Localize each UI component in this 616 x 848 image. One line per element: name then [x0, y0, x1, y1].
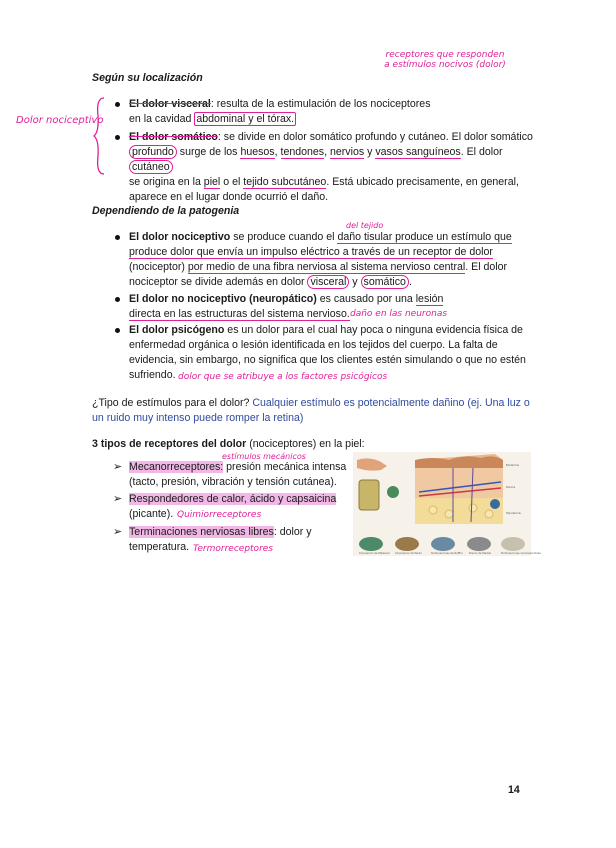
svg-text:Hipodermis: Hipodermis	[506, 512, 521, 515]
annotation-neuronas: daño en las neuronas	[350, 309, 448, 319]
svg-text:Corpúsculo de Pacini: Corpúsculo de Pacini	[395, 552, 422, 555]
annotation-estimulos-mecanicos: estímulos mecánicos	[222, 452, 306, 461]
svg-text:Corpúsculo de Meissner: Corpúsculo de Meissner	[359, 552, 390, 555]
annotation-quimiorreceptores: Quimiorreceptores	[177, 510, 262, 520]
svg-text:Terminaciones de Ruffini: Terminaciones de Ruffini	[431, 552, 463, 555]
section-title-patogenia: Dependiendo de la patogenia	[92, 205, 240, 217]
bullet-nociceptivo: El dolor nociceptivo se produce cuando el daño tisular produce un estímulo que produce dolor que envía un impulso eléctrico a través de un receptor de dolor (nociceptor) por medio de una fibra nerviosa al sistema nervioso central. El dolor nociceptor se divide además en dolor visceral y somático .	[129, 231, 512, 288]
skin-receptors-figure	[353, 452, 541, 556]
bullet-somatico: El dolor somático: se divide en dolor somático profundo y cutáneo. El dolor somático profundo surge de los huesos, tendones, nervios y vasos sanguíneos. El dolor cutáneo se origina en la piel o el tejido subcutáneo. Está ubicado precisamente, en general, aparece en el lugar donde ocurrió el daño.	[129, 131, 533, 203]
annotation-dolor-nociceptivo: Dolor nociceptivo	[16, 115, 104, 126]
svg-text:Dermis: Dermis	[506, 486, 516, 489]
bullet-visceral: El dolor visceral: resulta de la estimulación de los nociceptores en la cavidad abdominal y el tórax.	[129, 98, 431, 125]
bullet	[115, 297, 120, 302]
brace-icon	[92, 96, 108, 176]
bullet	[115, 102, 120, 107]
annotation-termorreceptores: Termorreceptores	[193, 544, 273, 554]
section-title-receptores: 3 tipos de receptores del dolor (nociceptores) en la piel:	[92, 438, 365, 450]
svg-text:Terminaciones nerviosas libres: Terminaciones nerviosas libres	[501, 552, 541, 555]
section-title-localizacion: Según su localización	[92, 72, 203, 84]
annotation-del-tejido: del tejido	[346, 221, 384, 230]
svg-text:Discos de Merkel: Discos de Merkel	[469, 552, 491, 555]
receptor-termo: Terminaciones nerviosas libres: dolor y temperatura.	[129, 526, 312, 553]
arrow-icon: ➢	[113, 493, 123, 505]
page-number: 14	[508, 784, 520, 796]
bullet-psicogeno: El dolor psicógeno es un dolor para el cual hay poca o ninguna evidencia física de enfermedad orgánica o lesión identificada en los tejidos del cuerpo. La falta de evidencia, sin embargo, no significa que los clientes estén simulando o que no estén sufriendo.	[129, 324, 526, 381]
bullet	[115, 328, 120, 333]
annotation-receptores: receptores que responden a estímulos nocivos (dolor)	[384, 50, 506, 70]
annotation-psicogenos: dolor que se atribuye a los factores psicógicos	[178, 372, 388, 382]
receptor-quimio: Respondedores de calor, ácido y capsaicina (picante).	[129, 493, 337, 520]
arrow-icon: ➢	[113, 526, 123, 538]
receptor-mecano: Mecanorreceptores: presión mecánica intensa (tacto, presión, vibración y tensión cutánea).	[129, 461, 347, 488]
question-estimulos: ¿Tipo de estímulos para el dolor? Cualquier estímulo es potencialmente dañino (ej. Una luz o un ruido muy intenso puede romper la retina)	[92, 397, 530, 424]
arrow-icon: ➢	[113, 461, 123, 473]
bullet	[115, 135, 120, 140]
svg-text:Epidermis: Epidermis	[506, 464, 519, 467]
bullet-neuropatico: El dolor no nociceptivo (neuropático) es causado por una lesión directa en las estructuras del sistema nervioso.	[129, 293, 444, 320]
bullet	[115, 235, 120, 240]
